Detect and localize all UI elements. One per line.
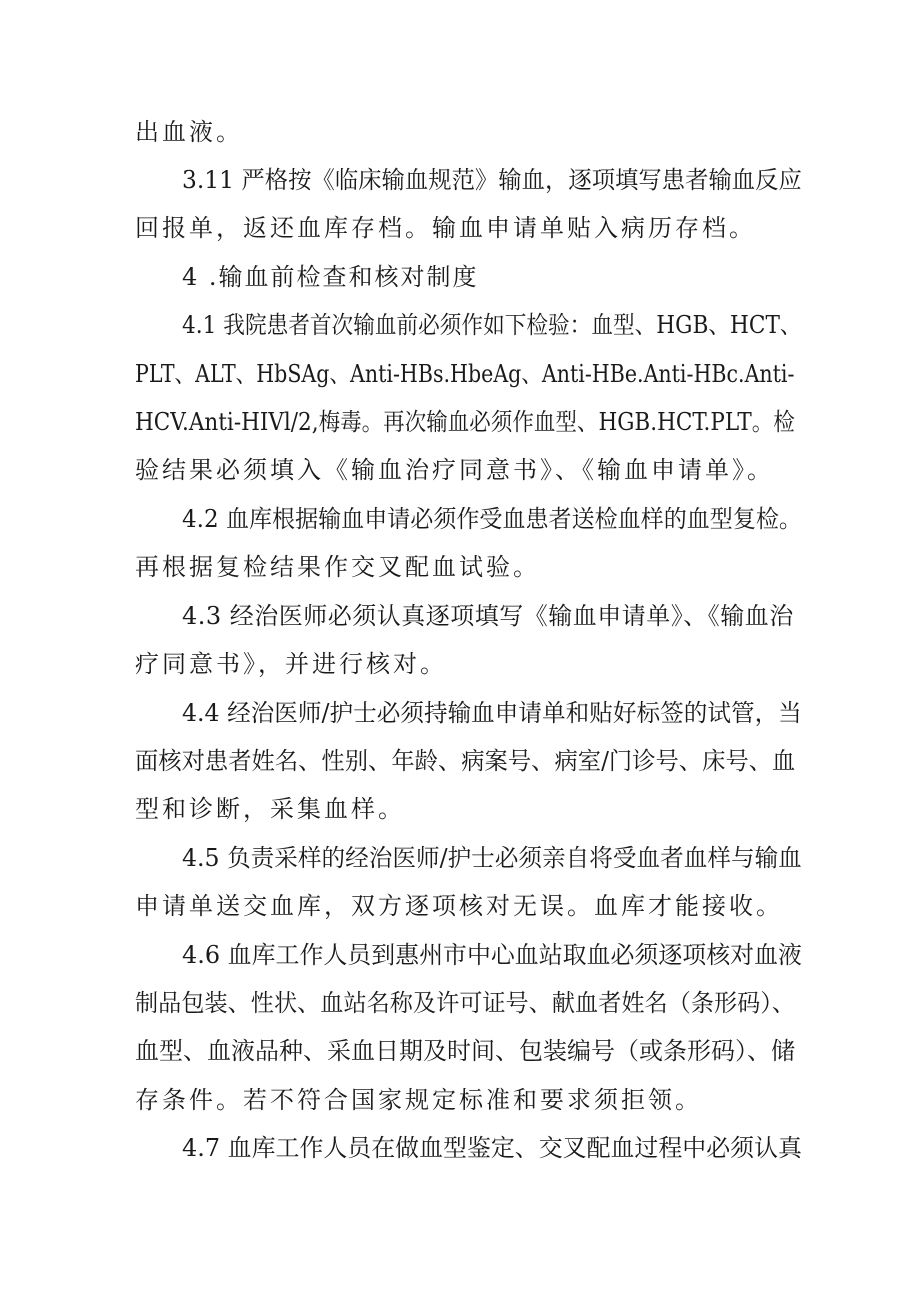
text-line-11: 4.3 经治医师必须认真逐项填写《输血申请单》、《输血治 [182, 602, 794, 630]
text-line-07: HCV.Anti-HIVl/2,梅毒。再次输血必须作血型、HGB.HCT.PLT。检 [135, 408, 795, 436]
text-line-22: 4.7 血库工作人员在做血型鉴定、交叉配血过程中必须认真 [182, 1134, 802, 1162]
text-line-15: 型和诊断，采集血样。 [135, 795, 405, 823]
text-line-13: 4.4 经治医师/护士必须持输血申请单和贴好标签的试管，当 [182, 699, 802, 727]
text-line-02: 3.11 严格按《临床输血规范》输血，逐项填写患者输血反应 [182, 166, 802, 194]
text-line-18: 4.6 血库工作人员到惠州市中心血站取血必须逐项核对血液 [182, 941, 802, 969]
text-line-06: PLT、ALT、HbSAg、Anti-HBs.HbeAg、Anti-HBe.Anti-HBc.Anti- [135, 360, 795, 388]
text-line-01: 出血液。 [135, 118, 243, 146]
text-line-03: 回报单，返还血库存档。输血申请单贴入病历存档。 [135, 214, 756, 242]
text-line-19: 制品包装、性状、血站名称及许可证号、献血者姓名（条形码）、 [135, 989, 796, 1017]
text-line-20: 血型、血液品种、采血日期及时间、包装编号（或条形码）、储 [135, 1037, 795, 1065]
text-line-12: 疗同意书》，并进行核对。 [135, 650, 447, 678]
text-line-08: 验结果必须填入《输血治疗同意书》、《输血申请单》。 [135, 456, 774, 484]
text-line-10: 再根据复检结果作交叉配血试验。 [135, 553, 540, 581]
text-line-16: 4.5 负责采样的经治医师/护士必须亲自将受血者血样与输血 [182, 844, 802, 872]
text-line-05: 4.1 我院患者首次输血前必须作如下检验：血型、HGB、HCT、 [182, 311, 802, 339]
text-line-21: 存条件。若不符合国家规定标准和要求须拒领。 [135, 1086, 702, 1114]
section-heading: 4 .输血前检查和核对制度 [182, 263, 479, 291]
text-line-17: 申请单送交血库，双方逐项核对无误。血库才能接收。 [135, 892, 783, 920]
text-line-09: 4.2 血库根据输血申请必须作受血患者送检血样的血型复检。 [182, 505, 802, 533]
text-line-14: 面核对患者姓名、性别、年龄、病案号、病室/门诊号、床号、血 [135, 747, 796, 775]
